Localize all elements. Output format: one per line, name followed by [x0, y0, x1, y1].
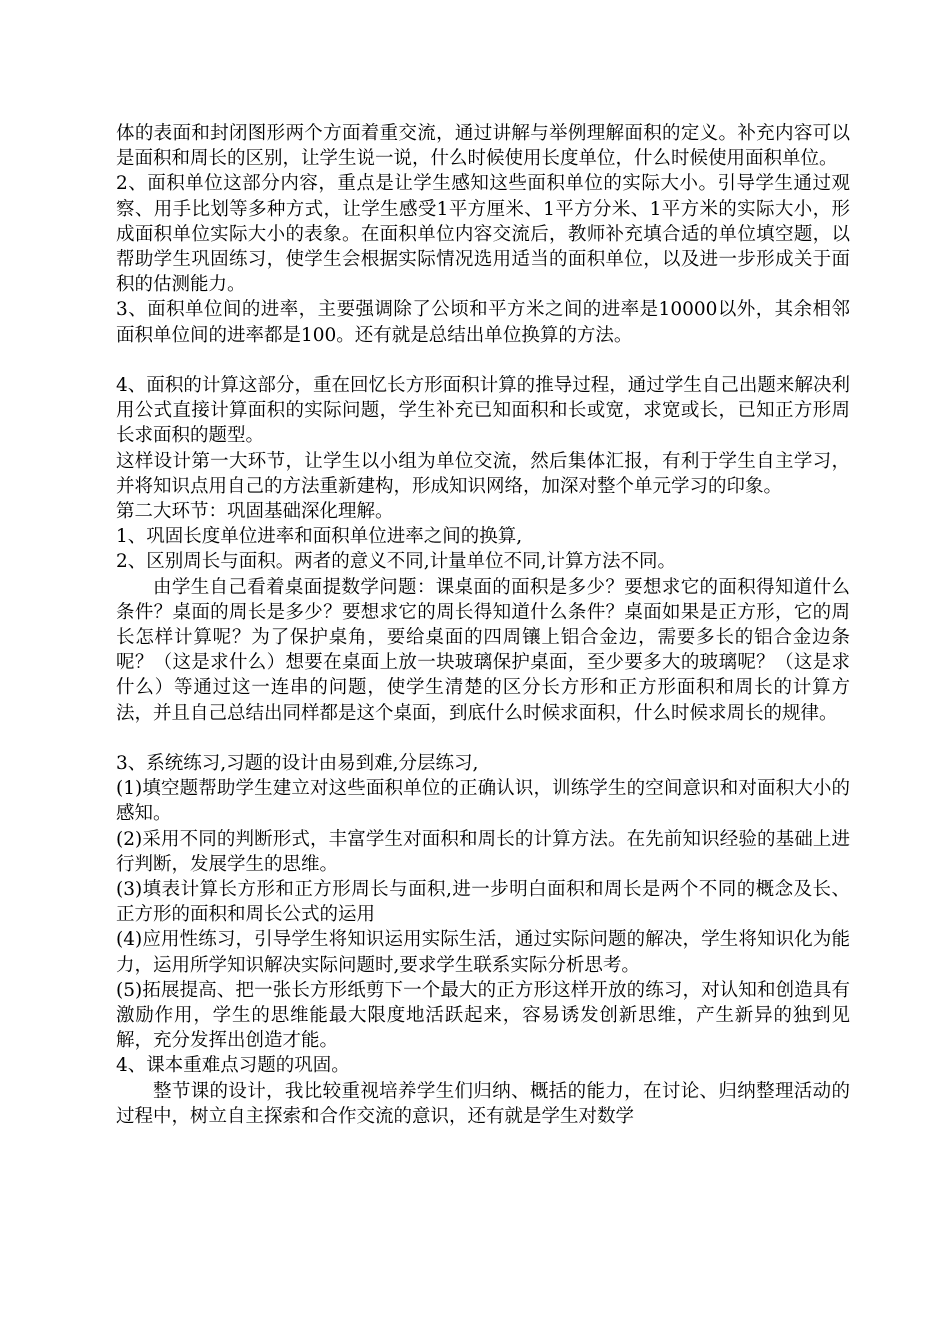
paragraph: 整节课的设计，我比较重视培养学生们归纳、概括的能力，在讨论、归纳整理活动的过程中，树立自主探索和合作交流的意识，还有就是学生对数学	[116, 1080, 850, 1127]
paragraph: 这样设计第一大环节，让学生以小组为单位交流，然后集体汇报，有利于学生自主学习，并将知识点用自己的方法重新建构，形成知识网络，加深对整个单元学习的印象。	[116, 450, 850, 497]
paragraph: 2、区别周长与面积。两者的意义不同,计量单位不同,计算方法不同。	[116, 551, 677, 573]
paragraph: (4)应用性练习，引导学生将知识运用实际生活，通过实际问题的解决，学生将知识化为能力，运用所学知识解决实际问题时,要求学生联系实际分析思考。	[116, 929, 850, 976]
paragraph: 由学生自己看着桌面提数学问题：课桌面的面积是多少？要想求它的面积得知道什么条件？桌面的周长是多少？要想求它的周长得知道什么条件？桌面如果是正方形，它的周长怎样计算呢？为了保护桌角，要给桌面的四周镶上铝合金边，需要多长的铝合金边条呢？（这是求什么）想要在桌面上放一块玻璃保护桌面，至少要多大的玻璃呢？（这是求什么）等通过这一连串的问题，使学生清楚的区分长方形和正方形面积和周长的计算方法，并且自己总结出同样都是这个桌面，到底什么时候求面积，什么时候求周长的规律。	[116, 576, 850, 724]
paragraph: (3)填表计算长方形和正方形周长与面积,进一步明白面积和周长是两个不同的概念及长、正方形的面积和周长公式的运用	[116, 879, 850, 926]
paragraph: 4、面积的计算这部分，重在回忆长方形面积计算的推导过程，通过学生自己出题来解决利用公式直接计算面积的实际问题，学生补充已知面积和长或宽，求宽或长，已知正方形周长求面积的题型。	[116, 375, 850, 447]
paragraph-gap	[116, 348, 850, 373]
paragraph: 2、面积单位这部分内容，重点是让学生感知这些面积单位的实际大小。引导学生通过观察、用手比划等多种方式，让学生感受1平方厘米、1平方分米、1平方米的实际大小，形成面积单位实际大小的表象。在面积单位内容交流后，教师补充填合适的单位填空题，以帮助学生巩固练习，使学生会根据实际情况选用适当的面积单位，以及进一步形成关于面积的估测能力。	[116, 173, 850, 296]
paragraph: 体的表面和封闭图形两个方面着重交流，通过讲解与举例理解面积的定义。补充内容可以是面积和周长的区别，让学生说一说，什么时候使用长度单位，什么时候使用面积单位。	[116, 123, 850, 170]
paragraph: (2)采用不同的判断形式，丰富学生对面积和周长的计算方法。在先前知识经验的基础上进行判断，发展学生的思维。	[116, 828, 850, 875]
paragraph: 3、系统练习,习题的设计由易到难,分层练习,	[116, 753, 479, 775]
document-page	[116, 121, 850, 1129]
paragraph: (5)拓展提高、把一张长方形纸剪下一个最大的正方形这样开放的练习，对认知和创造具有激励作用，学生的思维能最大限度地活跃起来，容易诱发创新思维，产生新异的独到见解，充分发挥出创造才能。	[116, 979, 850, 1052]
paragraph: 1、巩固长度单位进率和面积单位进率之间的换算,	[116, 526, 523, 548]
paragraph: 第二大环节：巩固基础深化理解。	[116, 501, 394, 523]
paragraph: 4、课本重难点习题的巩固。	[116, 1055, 350, 1077]
paragraph: 3、面积单位间的进率，主要强调除了公顷和平方米之间的进率是10000以外，其余相邻面积单位间的进率都是100。还有就是总结出单位换算的方法。	[116, 299, 850, 346]
paragraph: (1)填空题帮助学生建立对这些面积单位的正确认识，训练学生的空间意识和对面积大小的感知。	[116, 778, 850, 825]
paragraph-gap	[116, 726, 850, 751]
